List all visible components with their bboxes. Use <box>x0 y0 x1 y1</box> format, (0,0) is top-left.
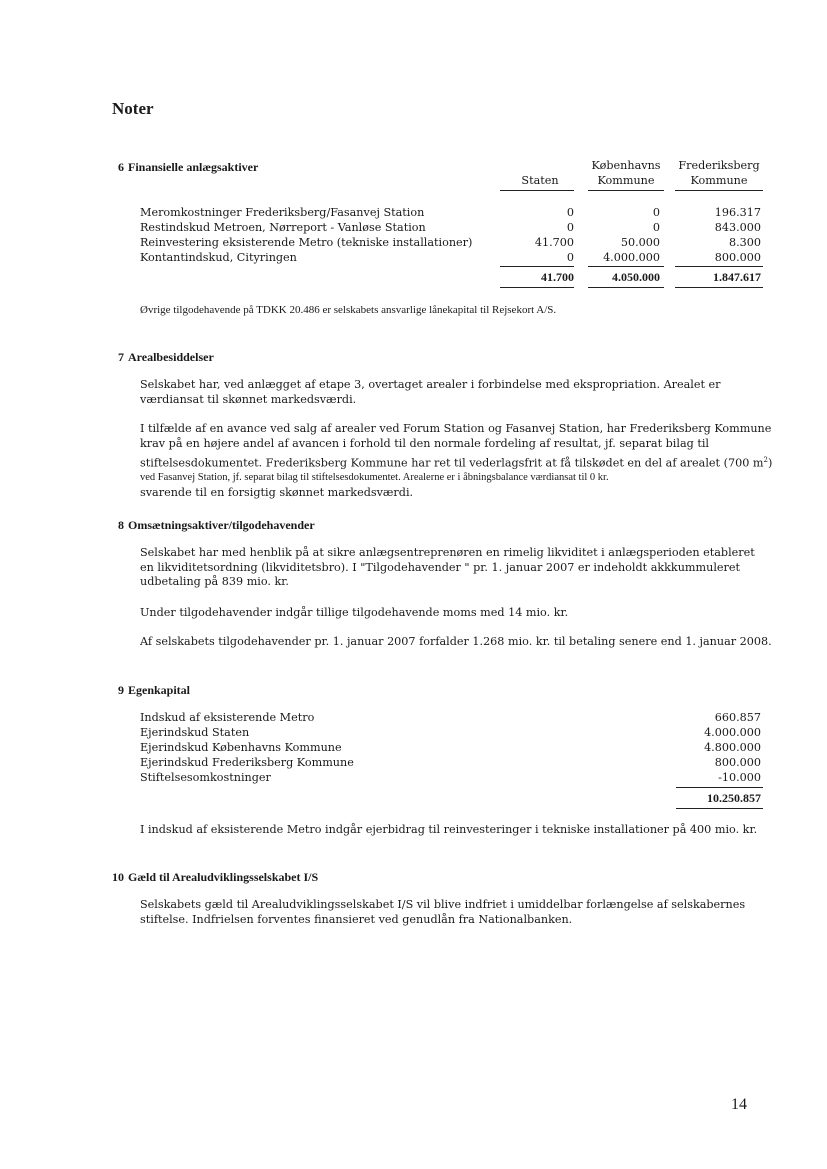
row-label: Kontantindskud, Cityringen <box>140 251 297 264</box>
header-underline-staten <box>500 190 574 191</box>
row-label: Stiftelsesomkostninger <box>140 771 271 784</box>
total-staten: 41.700 <box>541 270 574 284</box>
s8-paragraph-2: Under tilgodehavender indgår tillige tilgodehavende moms med 14 mio. kr. <box>140 606 569 619</box>
col-header-frb-line2: Kommune <box>690 174 748 187</box>
s10-paragraph-1 <box>140 898 745 927</box>
cell-kbh: 4.000.000 <box>603 251 660 264</box>
s9-total: 10.250.857 <box>707 791 761 805</box>
superscript: 2 <box>763 456 768 464</box>
cell-frb: 196.317 <box>714 206 761 219</box>
s8-paragraph-1 <box>140 546 755 590</box>
section-title: Finansielle anlægsaktiver <box>128 160 259 174</box>
row-label: Indskud af eksisterende Metro <box>140 711 315 724</box>
text-line: ved Fasanvej Station, jf. separat bilag til stiftelsesdokumentet. Arealerne er i åbningsbalance værdiansat til 0 kr. <box>140 472 609 484</box>
row-label: Ejerindskud Københavns Kommune <box>140 741 342 754</box>
section-7-heading <box>108 350 214 365</box>
section-title: Egenkapital <box>128 683 191 697</box>
s9-total-line <box>676 787 763 788</box>
cell-frb: 800.000 <box>714 251 761 264</box>
s8-paragraph-3: Af selskabets tilgodehavender pr. 1. januar 2007 forfalder 1.268 mio. kr. til betaling senere end 1. januar 2008. <box>140 635 772 648</box>
text-line-part: stiftelsesdokumentet. Frederiksberg Kommune har ret til vederlagsfrit at få tilskødet en del af arealet (700 m <box>140 456 764 470</box>
s9-note: I indskud af eksisterende Metro indgår ejerbidrag til reinvesteringer i tekniske installationer på 400 mio. kr. <box>140 823 758 836</box>
section-title: Gæld til Arealudviklingsselskabet I/S <box>128 870 319 884</box>
cell-staten: 41.700 <box>534 236 574 249</box>
row-value: 660.857 <box>714 711 761 724</box>
cell-staten: 0 <box>566 221 574 234</box>
text-line: krav på en højere andel af avancen i forhold til den normale fordeling af resultat, jf. separat bilag til <box>140 436 709 450</box>
section-6-heading <box>108 160 258 175</box>
section-number: 8 <box>118 518 124 532</box>
total-line-frb <box>675 266 763 267</box>
section-8-heading <box>108 518 315 533</box>
row-label: Ejerindskud Frederiksberg Kommune <box>140 756 354 769</box>
row-value: 4.000.000 <box>704 726 761 739</box>
s6-note: Øvrige tilgodehavende på TDKK 20.486 er selskabets ansvarlige lånekapital til Rejsekort A/S. <box>140 304 557 316</box>
text-line: Selskabet har med henblik på at sikre anlægsentreprenøren en rimelig likviditet i anlægsperioden etableret <box>140 546 755 559</box>
section-title: Arealbesiddelser <box>128 350 214 364</box>
col-header-staten: Staten <box>521 174 559 187</box>
section-number: 7 <box>118 350 124 364</box>
total-frb: 1.847.617 <box>713 270 761 284</box>
total-line-staten <box>500 266 574 267</box>
total-kbh: 4.050.000 <box>612 270 660 284</box>
text-line: Selskabets gæld til Arealudviklingsselskabet I/S vil blive indfriet i umiddelbar forlængelse af selskabernes <box>140 898 746 911</box>
total-line-kbh <box>588 266 664 267</box>
cell-staten: 0 <box>566 206 574 219</box>
section-number: 9 <box>118 683 124 697</box>
section-10-heading <box>108 870 318 885</box>
cell-kbh: 0 <box>652 221 660 234</box>
text-line: I tilfælde af en avance ved salg af arealer ved Forum Station og Fasanvej Station, har Frederiksberg Kommune <box>140 422 772 435</box>
total-underline-kbh <box>588 287 664 288</box>
total-underline-staten <box>500 287 574 288</box>
cell-kbh: 0 <box>652 206 660 219</box>
section-title: Omsætningsaktiver/tilgodehavender <box>128 518 315 532</box>
col-header-kbh-line1: Københavns <box>591 159 661 172</box>
row-label: Ejerindskud Staten <box>140 726 250 739</box>
s9-total-underline <box>676 808 763 809</box>
cell-staten: 0 <box>566 251 574 264</box>
header-underline-frb <box>675 190 763 191</box>
row-value: 4.800.000 <box>704 741 761 754</box>
section-number: 6 <box>118 160 124 174</box>
col-header-frb-line1: Frederiksberg <box>678 159 760 172</box>
cell-frb: 8.300 <box>728 236 761 249</box>
row-value: 800.000 <box>714 756 761 769</box>
cell-frb: 843.000 <box>714 221 761 234</box>
s7-paragraph-2 <box>140 422 772 500</box>
row-label: Reinvestering eksisterende Metro (tekniske installationer) <box>140 236 473 249</box>
text-line: svarende til en forsigtig skønnet markedsværdi. <box>140 485 414 499</box>
section-9-heading <box>108 683 190 698</box>
section-number: 10 <box>112 870 124 884</box>
text-line-part: ) <box>767 456 773 470</box>
text-line: Selskabet har, ved anlægget af etape 3, overtaget arealer i forbindelse med ekspropriation. Arealet er <box>140 378 721 391</box>
page-title: Noter <box>112 99 154 118</box>
header-underline-kbh <box>588 190 664 191</box>
row-value: -10.000 <box>718 771 761 784</box>
row-label: Restindskud Metroen, Nørreport - Vanløse Station <box>140 221 426 234</box>
text-line: stiftelse. Indfrielsen forventes finansieret ved genudlån fra Nationalbanken. <box>140 912 573 926</box>
text-line: værdiansat til skønnet markedsværdi. <box>140 392 357 406</box>
text-line <box>140 453 772 471</box>
text-line: udbetaling på 839 mio. kr. <box>140 575 289 588</box>
s7-paragraph-1 <box>140 378 721 407</box>
total-underline-frb <box>675 287 763 288</box>
col-header-kbh-line2: Kommune <box>597 174 655 187</box>
page-number: 14 <box>731 1096 747 1113</box>
row-label: Meromkostninger Frederiksberg/Fasanvej Station <box>140 206 425 219</box>
cell-kbh: 50.000 <box>620 236 660 249</box>
text-line: en likviditetsordning (likviditetsbro). I "Tilgodehavender " pr. 1. januar 2007 er indeholdt akkkummuleret <box>140 560 740 574</box>
